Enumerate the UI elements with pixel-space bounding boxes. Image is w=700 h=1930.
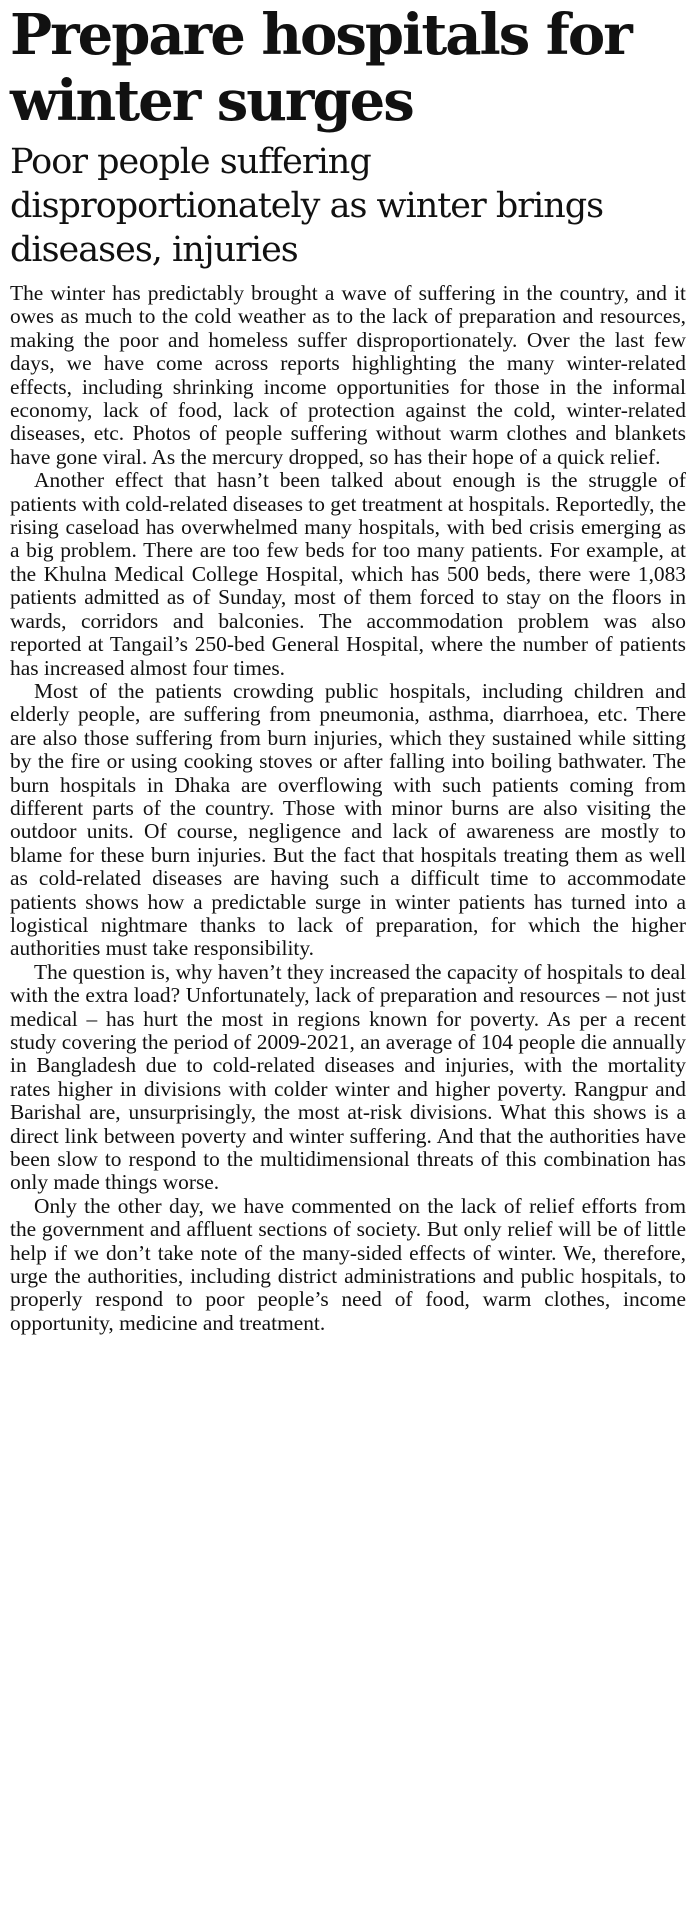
subheadline: Poor people suffering disproportionately as winter brings diseases, injuries <box>10 142 604 270</box>
headline: Prepare hospitals for winter surges <box>10 2 631 134</box>
paragraph-1: The winter has predictably brought a wave of suffering in the country, and it owes as much to the cold weather as to the lack of preparation and resources, making the poor and homeless suffer disproportionately. Over the last few days, we have come across reports highlighting the many winter-related effects, including shrinking income opportunities for those in the informal economy, lack of food, lack of protection against the cold, winter-related diseases, etc. Photos of people suffering without warm clothes and blankets have gone viral. As the mercury dropped, so has their hope of a quick relief. <box>10 281 686 469</box>
paragraph-2: Another effect that hasn’t been talked about enough is the struggle of patients with cold-related diseases to get treatment at hospitals. Reportedly, the rising caseload has overwhelmed many hospitals, with bed crisis emerging as a big problem. There are too few beds for too many patients. For example, at the Khulna Medical College Hospital, which has 500 beds, there were 1,083 patients admitted as of Sunday, most of them forced to stay on the floors in wards, corridors and balconies. The accommodation problem was also reported at Tangail’s 250-bed General Hospital, where the number of patients has increased almost four times. <box>10 468 686 680</box>
paragraph-5: Only the other day, we have commented on the lack of relief efforts from the government and affluent sections of society. But only relief will be of little help if we don’t take note of the many-sided effects of winter. We, therefore, urge the authorities, including district administrations and public hospitals, to properly respond to poor people’s need of food, warm clothes, income opportunity, medicine and treatment. <box>10 1193 686 1335</box>
paragraph-4: The question is, why haven’t they increased the capacity of hospitals to deal with the extra load? Unfortunately, lack of preparation and resources – not just medical – has hurt the most in regions known for poverty. As per a recent study covering the period of 2009-2021, an average of 104 people die annually in Bangladesh due to cold-related diseases and injuries, with the mortality rates higher in divisions with colder winter and higher poverty. Rangpur and Barishal are, unsurprisingly, the most at-risk divisions. What this shows is a direct link between poverty and winter suffering. And that the authorities have been slow to respond to the multidimensional threats of this combination has only made things worse. <box>10 959 686 1195</box>
paragraph-3: Most of the patients crowding public hospitals, including children and elderly people, are suffering from pneumonia, asthma, diarrhoea, etc. There are also those suffering from burn injuries, which they sustained while sitting by the fire or using cooking stoves or after falling into boiling bathwater. The burn hospitals in Dhaka are overflowing with such patients coming from different parts of the country. Those with minor burns are also visiting the outdoor units. Of course, negligence and lack of awareness are mostly to blame for these burn injuries. But the fact that hospitals treating them as well as cold-related diseases are having such a difficult time to accommodate patients shows how a predictable surge in winter patients has turned into a logistical nightmare thanks to lack of preparation, for which the higher authorities must take responsibility. <box>10 678 686 961</box>
article-body <box>10 282 686 1335</box>
